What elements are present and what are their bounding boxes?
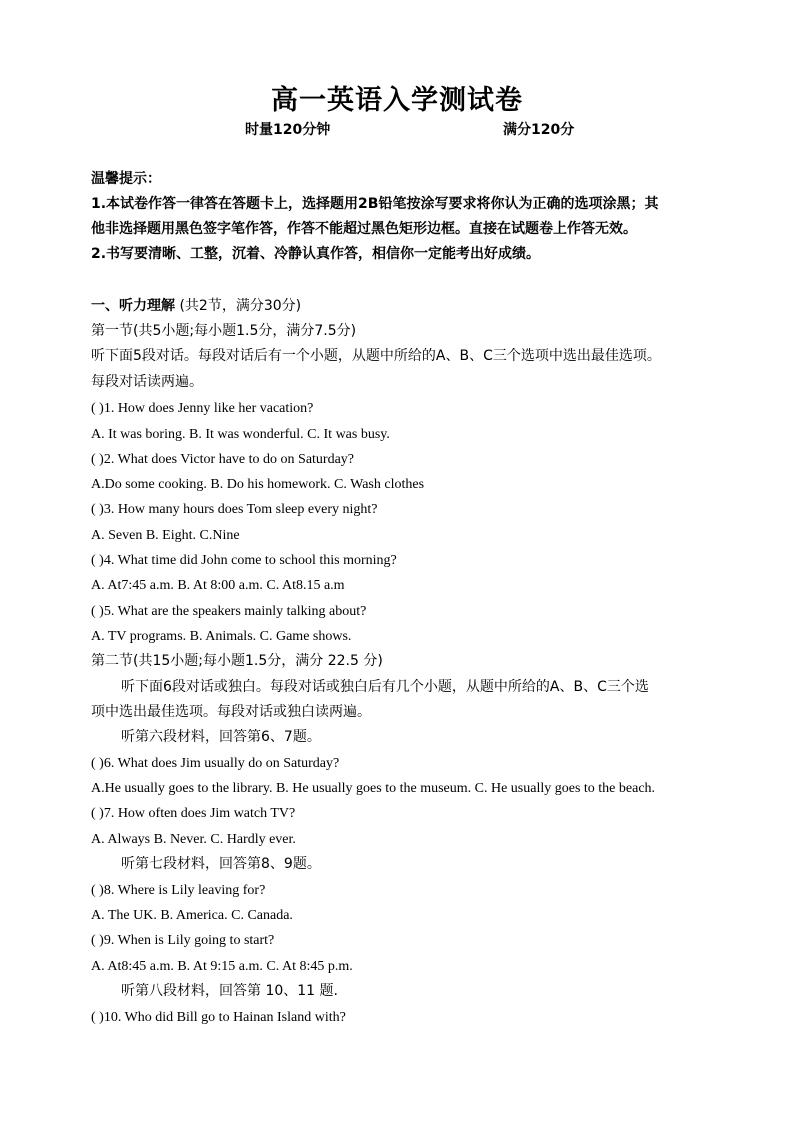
question-6-options: A.He usually goes to the library. B. He usually goes to the museum. C. He usually goes to the beach. [91,781,656,796]
page-title: 高一英语入学测试卷 [271,85,523,116]
group-6-heading: 听第六段材料，回答第6、7题。 [121,729,321,745]
question-7: ( )7. How often does Jim watch TV? [91,806,296,821]
score-label: 满分120分 [503,122,575,138]
question-2: ( )2. What does Victor have to do on Saturday? [91,452,355,467]
question-8: ( )8. Where is Lily leaving for? [91,883,266,898]
question-1-options: A. It was boring. B. It was wonderful. C. It was busy. [91,427,390,442]
question-5-options: A. TV programs. B. Animals. C. Game shows. [91,629,352,644]
question-6: ( )6. What does Jim usually do on Saturday? [91,756,340,771]
tips-line-2: 他非选择题用黑色签字笔作答，作答不能超过黑色矩形边框。直接在试题卷上作答无效。 [91,221,637,237]
group-8-heading: 听第八段材料，回答第 10、11 题. [121,983,338,999]
question-3-options: A. Seven B. Eight. C.Nine [91,528,240,543]
part1-heading-note: (共2节，满分30分) [179,298,302,314]
question-1: ( )1. How does Jenny like her vacation? [91,401,314,416]
time-label: 时量120分钟 [245,122,331,138]
question-4-options: A. At7:45 a.m. B. At 8:00 a.m. C. At8.15 a.m [91,578,345,593]
section1-heading: 第一节(共5小题;每小题1.5分，满分7.5分) [91,323,357,339]
tips-line-1: 1.本试卷作答一律答在答题卡上，选择题用2B铅笔按涂写要求将你认为正确的选项涂黑；其 [91,196,659,212]
question-10: ( )10. Who did Bill go to Hainan Island with? [91,1010,346,1025]
question-4: ( )4. What time did John come to school this morning? [91,553,397,568]
question-7-options: A. Always B. Never. C. Hardly ever. [91,832,296,847]
tips-heading: 温馨提示： [91,171,161,187]
section2-instruction-1: 听下面6段对话或独白。每段对话或独白后有几个小题，从题中所给的A、B、C三个选 [121,679,649,695]
question-9: ( )9. When is Lily going to start? [91,933,275,948]
section1-instruction-1: 听下面5段对话。每段对话后有一个小题，从题中所给的A、B、C三个选项中选出最佳选项。 [91,348,661,364]
question-9-options: A. At8:45 a.m. B. At 9:15 a.m. C. At 8:45 p.m. [91,959,353,974]
group-7-heading: 听第七段材料，回答第8、9题。 [121,856,321,872]
section2-heading: 第二节(共15小题;每小题1.5分，满分 22.5 分) [91,653,383,669]
section1-instruction-2: 每段对话读两遍。 [91,374,203,390]
part1-heading [91,296,301,316]
question-8-options: A. The UK. B. America. C. Canada. [91,908,293,923]
part1-heading-title: 一、听力理解 [91,298,175,314]
question-5: ( )5. What are the speakers mainly talking about? [91,604,367,619]
question-2-options: A.Do some cooking. B. Do his homework. C. Wash clothes [91,477,425,492]
tips-line-3: 2.书写要清晰、工整，沉着、冷静认真作答，相信你一定能考出好成绩。 [91,246,541,262]
section2-instruction-2: 项中选出最佳选项。每段对话或独白读两遍。 [91,704,371,720]
question-3: ( )3. How many hours does Tom sleep every night? [91,502,378,517]
